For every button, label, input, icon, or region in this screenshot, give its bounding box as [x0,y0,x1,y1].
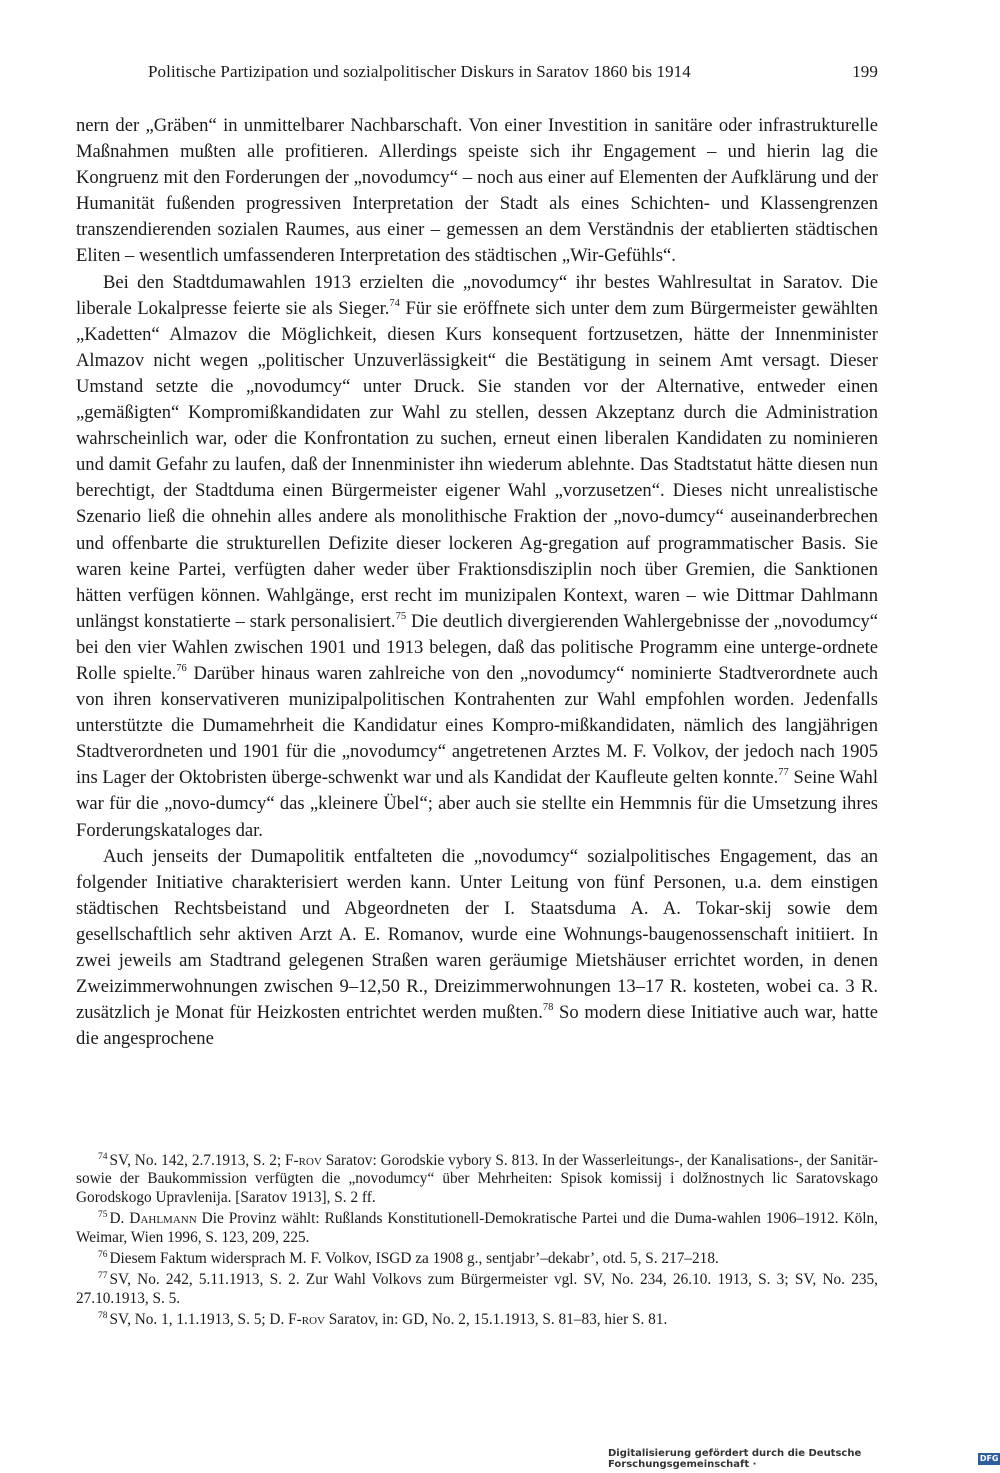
footnote-text: Die Provinz wählt: Rußlands Konstitutionell-Demokratische Partei und die Duma-wahlen 1906–1912. Köln, Weimar, Wien 1996, S. 123, 209, 225. [76,1210,878,1246]
footnote-number: 74 [98,1152,108,1162]
footnote-text: SV, No. 242, 5.11.1913, S. 2. Zur Wahl Volkovs zum Bürgermeister vgl. SV, No. 234, 26.10. 1913, S. 3; SV, No. 235, 27.10.1913, S. 5. [76,1271,878,1307]
footnote-author: F-rov [288,1311,325,1329]
paragraph-2-segment: Darüber hinaus waren zahlreiche von den „novodumcy“ nominierte Stadtverordnete auch von ihren konservativeren munizipalpolitischen Kontrahenten zur Wahl empfohlen worden. Jedenfalls unterstützte die Dumamehrheit die Kandidatur eines Kompro-mißkandidaten, nämlich des langjährigen Stadtverordneten und 1901 für die „novodumcy“ angetretenen Arztes M. F. Volkov, der jedoch nach 1905 ins Lager der Oktobristen überge-schwenkt war und als Kandidat der Kaufleute gelten konnte. [76,662,878,789]
paragraph-2-segment: Bei den Stadtdumawahlen 1913 erzielten die „novodumcy“ ihr bestes Wahlresultat in Saratov. Die liberale Lokalpresse feierte sie als Sieger. [76,271,878,319]
credit-text: Digitalisierung gefördert durch die Deutsche Forschungsgemeinschaft · [608,1448,862,1470]
footnote-author: Dahlmann [129,1210,197,1228]
footnote-ref-75[interactable]: 75 [395,610,407,622]
footnote-76 [76,1250,878,1268]
paragraph-3-segment: So modern diese Initiative auch war, hatte die angesprochene [76,1002,879,1050]
footnote-number: 75 [98,1210,108,1221]
dfg-logo-icon: DFG [979,1454,999,1463]
footnote-text: D. [109,1210,130,1228]
footnote-75 [76,1210,878,1247]
footnote-number: 77 [98,1271,108,1282]
page-number: 199 [852,62,878,81]
footnote-author: F-rov [285,1152,322,1169]
footnote-text: Saratov: Gorodskie vybory S. 813. In der Wasserleitungs-, der Kanalisations-, der Sanitär- sowie der Baukommission verfügten die „novodumcy“ über Mehrheiten: Spisok komissij i dolžnostnych lic Saratovskago Gorodskogo Upravlenija. [Saratov 1913], S. 2 ff. [76,1152,878,1206]
footnote-number: 76 [98,1250,108,1261]
footnote-number: 78 [98,1311,108,1322]
footnote-ref-76[interactable]: 76 [176,662,187,674]
digitization-credit [608,1448,1000,1470]
running-title: Politische Partizipation und sozialpolitischer Diskurs in Saratov 1860 bis 1914 [148,62,691,81]
footnote-ref-77[interactable]: 77 [778,767,789,779]
footnote-ref-78[interactable]: 78 [542,1002,554,1014]
paragraph-2-segment: Für sie eröffnete sich unter dem zum Bürgermeister gewählten „Kadetten“ Almazov die Möglichkeit, diesen Kurs konsequent fortzusetzen, hätte der Innenminister Almazov nicht wegen „politischer Unzuverlässigkeit“ die Bestätigung in seinem Amt versagt. Dieser Umstand setzte die „novodumcy“ unter Druck. Sie standen vor der Alternative, entweder einen „gemäßigten“ Kompromißkandidaten zur Wahl zu stellen, dessen Akzeptanz durch die Administration wahrscheinlich war, oder die Konfrontation zu suchen, erneut einen liberalen Kandidaten zu nominieren und damit Gefahr zu laufen, daß der Innenminister ihn wiederum ablehnte. Das Stadtstatut hätte diesen nun berechtigt, der Stadtduma einen Bürgermeister eigener Wahl „vorzusetzen“. Dieses nicht unrealistische Szenario ließ die ohnehin alles andere als monolithische Fraktion der „novo-dumcy“ auseinanderbrechen und offenbarte die strukturellen Defizite dieser lockeren Ag-gregation auf programmatischer Basis. Sie waren keine Partei, verfügten daher weder über Fraktionsdisziplin noch über Gremien, die Sanktionen hätten verfügen können. Wahlgänge, erst recht im munizipalen Kontext, waren – wie Dittmar Dahlmann unlängst konstatierte – stark personalisiert. [76,297,878,632]
running-header [148,62,878,82]
body-text [76,113,878,1052]
footnote-text: SV, No. 1, 1.1.1913, S. 5; D. [109,1311,289,1329]
footnote-77 [76,1271,878,1308]
footnote-text: Diesem Faktum widersprach M. F. Volkov, ISGD za 1908 g., sentjabr’–dekabr’, otd. 5, S. 217–218. [109,1250,719,1268]
footnote-text: Saratov, in: GD, No. 2, 15.1.1913, S. 81–83, hier S. 81. [324,1311,668,1329]
paragraph-3 [76,844,878,1053]
paragraph-3-segment: Auch jenseits der Dumapolitik entfalteten die „novodumcy“ sozialpolitisches Engagement, das an folgender Initiative charakterisiert werden kann. Unter Leitung von fünf Personen, u.a. dem einstigen städtischen Rechtsbeistand und Abgeordneten der I. Staatsduma A. A. Tokar-skij sowie dem gesellschaftlich sehr aktiven Arzt A. E. Romanov, wurde eine Wohnungs-baugenossenschaft initiiert. In zwei jeweils am Stadtrand gelegenen Straßen waren geräumige Mietshäuser errichtet worden, in denen Zweizimmerwohnungen zwischen 9–12,50 R., Dreizimmerwohnungen 13–17 R. kosteten, wobei ca. 3 R. zusätzlich je Monat für Heizkosten entrichtet werden mußten. [76,845,878,1024]
paragraph-1: nern der „Gräben“ in unmittelbarer Nachbarschaft. Von einer Investition in sanitäre oder infrastrukturelle Maßnahmen mußten alle profitieren. Allerdings speiste sich ihr Engagement – und hierin lag die Kongruenz mit den Forderungen der „novodumcy“ – noch aus einer auf Elementen der Aufklärung und der Humanität fußenden progressiven Interpretation der Stadt als eines Schichten- und Klassengrenzen transzendierenden sozialen Raumes, aus einer – gemessen an dem Verständnis der etablierten städtischen Eliten – wesentlich umfassenderen Interpretation des städtischen „Wir-Gefühls“. [76,115,878,267]
paragraph-2-segment: Die deutlich divergierenden Wahlergebnisse der „novodumcy“ bei den vier Wahlen zwischen 1901 und 1913 belegen, daß das politische Programm eine unterge-ordnete Rolle spielte. [76,610,878,684]
paragraph-2-segment: Seine Wahl war für die „novo-dumcy“ das „kleinere Übel“; aber auch sie stellte ein Hemmnis für die Umsetzung ihres Forderungskataloges dar. [76,767,879,841]
footnote-78 [76,1311,878,1329]
footnote-text: SV, No. 142, 2.7.1913, S. 2; [109,1152,286,1169]
footnote-ref-74[interactable]: 74 [389,297,400,309]
footnote-74 [76,1152,878,1207]
footnotes [76,1152,878,1333]
paragraph-2 [76,270,878,844]
